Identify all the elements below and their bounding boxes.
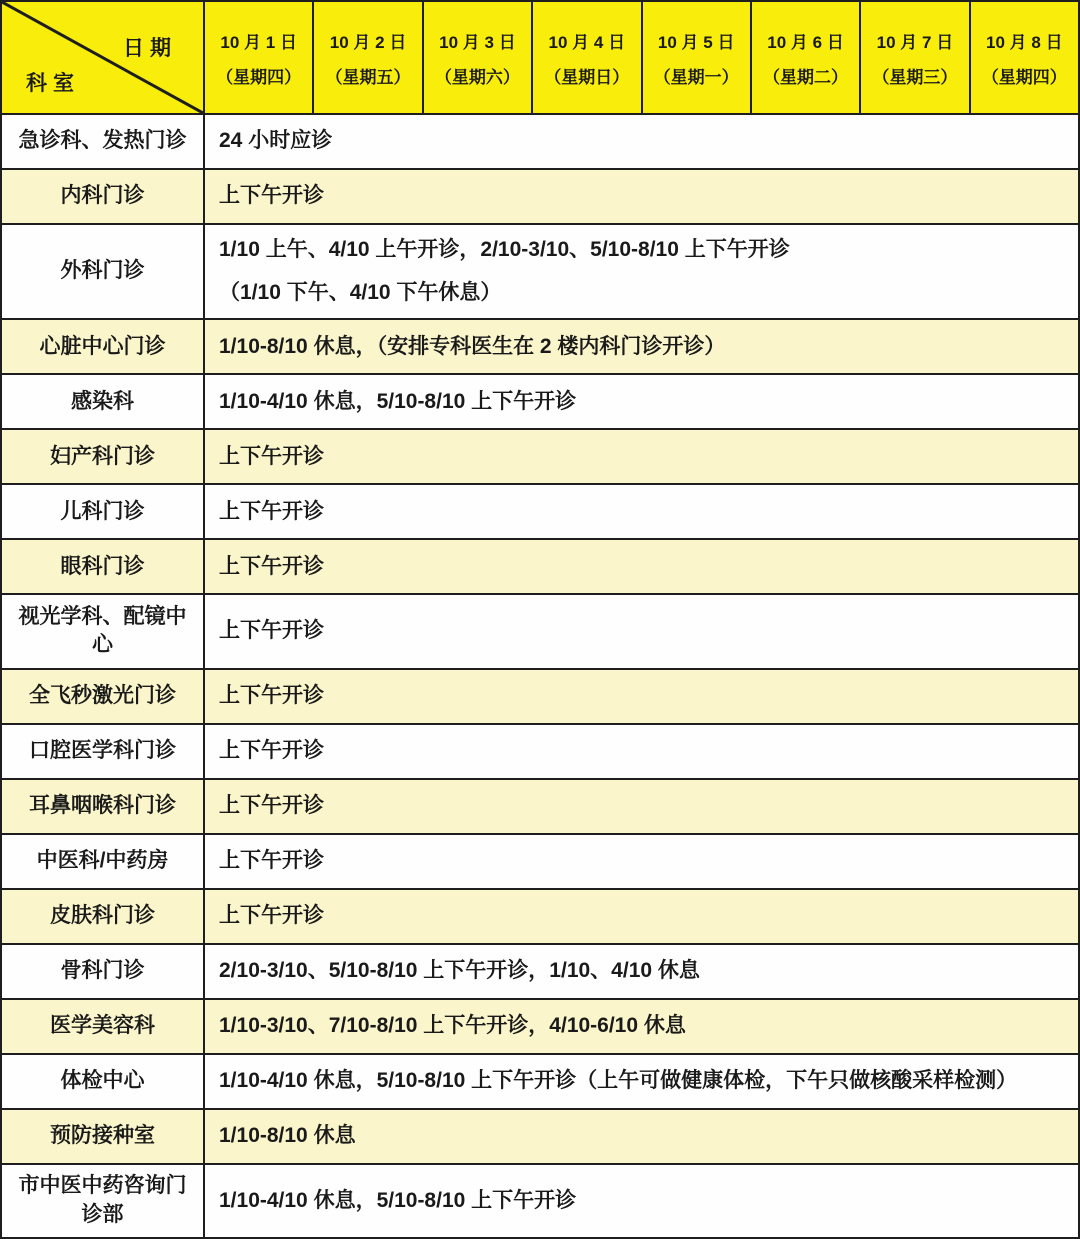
date-label: 10 月 6 日 — [767, 32, 844, 52]
department-name: 皮肤科门诊 — [50, 903, 155, 927]
schedule-cell — [205, 835, 1078, 888]
weekday-label: （星期二） — [763, 67, 849, 87]
department-name: 口腔医学科门诊 — [29, 738, 176, 762]
department-cell — [2, 540, 205, 593]
schedule-text: 1/10-4/10 休息，5/10-8/10 上下午开诊 — [219, 389, 577, 413]
schedule-cell — [205, 780, 1078, 833]
table-row — [2, 778, 1078, 833]
schedule-cell — [205, 540, 1078, 593]
weekday-label: （星期日） — [544, 67, 630, 87]
table-body — [2, 113, 1078, 1237]
table-row — [2, 943, 1078, 998]
department-cell — [2, 1055, 205, 1108]
department-name: 体检中心 — [60, 1068, 145, 1092]
schedule-text-line2: （1/10 下午、4/10 下午休息） — [219, 281, 502, 305]
department-cell — [2, 485, 205, 538]
table-row — [2, 668, 1078, 723]
department-cell — [2, 1110, 205, 1163]
department-cell — [2, 225, 205, 318]
department-cell — [2, 430, 205, 483]
date-label: 10 月 4 日 — [548, 32, 626, 52]
department-name: 医学美容科 — [50, 1013, 155, 1037]
department-name: 全飞秒激光门诊 — [29, 683, 176, 707]
weekday-label: （星期四） — [216, 67, 302, 87]
schedule-cell — [205, 485, 1078, 538]
schedule-text: 1/10-8/10 休息，（安排专科医生在 2 楼内科门诊开诊） — [219, 334, 726, 358]
schedule-text: 1/10 上午、4/10 上午开诊，2/10-3/10、5/10-8/10 上下午开诊 — [219, 237, 790, 261]
schedule-text: 上下午开诊 — [219, 184, 324, 208]
table-row — [2, 538, 1078, 593]
department-cell — [2, 945, 205, 998]
schedule-cell — [205, 670, 1078, 723]
department-cell — [2, 320, 205, 373]
schedule-cell — [205, 320, 1078, 373]
department-name: 中医科/中药房 — [36, 848, 169, 872]
department-name: 耳鼻咽喉科门诊 — [29, 793, 176, 817]
schedule-text: 1/10-4/10 休息，5/10-8/10 上下午开诊 — [219, 1188, 577, 1212]
department-cell — [2, 670, 205, 723]
weekday-label: （星期六） — [434, 67, 520, 87]
department-name: 急诊科、发热门诊 — [18, 129, 187, 153]
table-row — [2, 593, 1078, 667]
schedule-cell — [205, 430, 1078, 483]
date-label: 10 月 8 日 — [986, 32, 1063, 52]
table-row — [2, 373, 1078, 428]
table-header-row — [2, 2, 1078, 113]
schedule-text: 24 小时应诊 — [219, 129, 333, 153]
department-cell — [2, 835, 205, 888]
department-cell — [2, 595, 205, 667]
department-cell — [2, 170, 205, 223]
department-name: 心脏中心门诊 — [39, 334, 166, 358]
schedule-text: 1/10-8/10 休息 — [219, 1123, 356, 1147]
table-row — [2, 888, 1078, 943]
schedule-cell — [205, 595, 1078, 667]
table-row — [2, 113, 1078, 168]
department-cell — [2, 725, 205, 778]
schedule-cell — [205, 375, 1078, 428]
corner-date-label: 日期 — [123, 37, 177, 60]
date-header-cell — [643, 2, 752, 113]
table-row — [2, 223, 1078, 318]
department-name: 骨科门诊 — [60, 958, 145, 982]
department-cell — [2, 375, 205, 428]
table-row — [2, 1163, 1078, 1237]
table-row — [2, 168, 1078, 223]
date-header-cell — [424, 2, 533, 113]
table-row — [2, 318, 1078, 373]
schedule-cell — [205, 1055, 1078, 1108]
table-row — [2, 723, 1078, 778]
date-label: 10 月 5 日 — [657, 32, 735, 52]
department-name: 视光学科、配镜中心 — [18, 605, 187, 657]
department-cell — [2, 115, 205, 168]
schedule-text: 上下午开诊 — [219, 793, 324, 817]
date-label: 10 月 7 日 — [876, 32, 954, 52]
department-cell — [2, 1000, 205, 1053]
department-name: 感染科 — [71, 389, 134, 413]
date-label: 10 月 3 日 — [439, 32, 516, 52]
schedule-cell — [205, 945, 1078, 998]
department-cell — [2, 890, 205, 943]
schedule-cell — [205, 115, 1078, 168]
table-row — [2, 1053, 1078, 1108]
schedule-text: 上下午开诊 — [219, 848, 324, 872]
table-row — [2, 483, 1078, 538]
schedule-text: 上下午开诊 — [219, 499, 324, 523]
schedule-text: 上下午开诊 — [219, 903, 324, 927]
weekday-label: （星期四） — [981, 67, 1067, 87]
schedule-cell — [205, 1110, 1078, 1163]
schedule-text: 上下午开诊 — [219, 619, 324, 643]
schedule-text: 上下午开诊 — [219, 683, 324, 707]
weekday-label: （星期三） — [872, 67, 958, 87]
department-name: 预防接种室 — [50, 1123, 155, 1147]
department-name: 眼科门诊 — [60, 554, 145, 578]
schedule-text: 2/10-3/10、5/10-8/10 上下午开诊，1/10、4/10 休息 — [219, 958, 700, 982]
department-name: 内科门诊 — [60, 184, 145, 208]
schedule-cell — [205, 1165, 1078, 1237]
table-row — [2, 1108, 1078, 1163]
schedule-text: 1/10-4/10 休息，5/10-8/10 上下午开诊（上午可做健康体检，下午只做核酸采样检测） — [219, 1068, 1018, 1092]
department-name: 市中医中药咨询门诊部 — [18, 1174, 187, 1226]
department-name: 外科门诊 — [60, 259, 145, 283]
department-cell — [2, 1165, 205, 1237]
corner-department-label: 科室 — [26, 72, 80, 95]
corner-header-cell — [2, 2, 205, 113]
schedule-cell — [205, 170, 1078, 223]
date-header-cell — [533, 2, 642, 113]
date-header-cell — [205, 2, 314, 113]
date-header-cell — [861, 2, 970, 113]
date-label: 10 月 1 日 — [220, 32, 297, 52]
schedule-text: 上下午开诊 — [219, 554, 324, 578]
schedule-text: 上下午开诊 — [219, 444, 324, 468]
date-header-cell — [971, 2, 1078, 113]
schedule-text: 上下午开诊 — [219, 738, 324, 762]
table-row — [2, 428, 1078, 483]
table-row — [2, 833, 1078, 888]
schedule-cell — [205, 1000, 1078, 1053]
weekday-label: （星期五） — [325, 67, 411, 87]
weekday-label: （星期一） — [653, 67, 739, 87]
schedule-cell — [205, 725, 1078, 778]
date-label: 10 月 2 日 — [329, 32, 407, 52]
schedule-text: 1/10-3/10、7/10-8/10 上下午开诊，4/10-6/10 休息 — [219, 1013, 686, 1037]
schedule-cell — [205, 225, 1078, 318]
department-cell — [2, 780, 205, 833]
department-name: 儿科门诊 — [60, 499, 145, 523]
date-header-cell — [752, 2, 861, 113]
schedule-cell — [205, 890, 1078, 943]
table-row — [2, 998, 1078, 1053]
date-header-cell — [314, 2, 423, 113]
department-name: 妇产科门诊 — [50, 444, 155, 468]
